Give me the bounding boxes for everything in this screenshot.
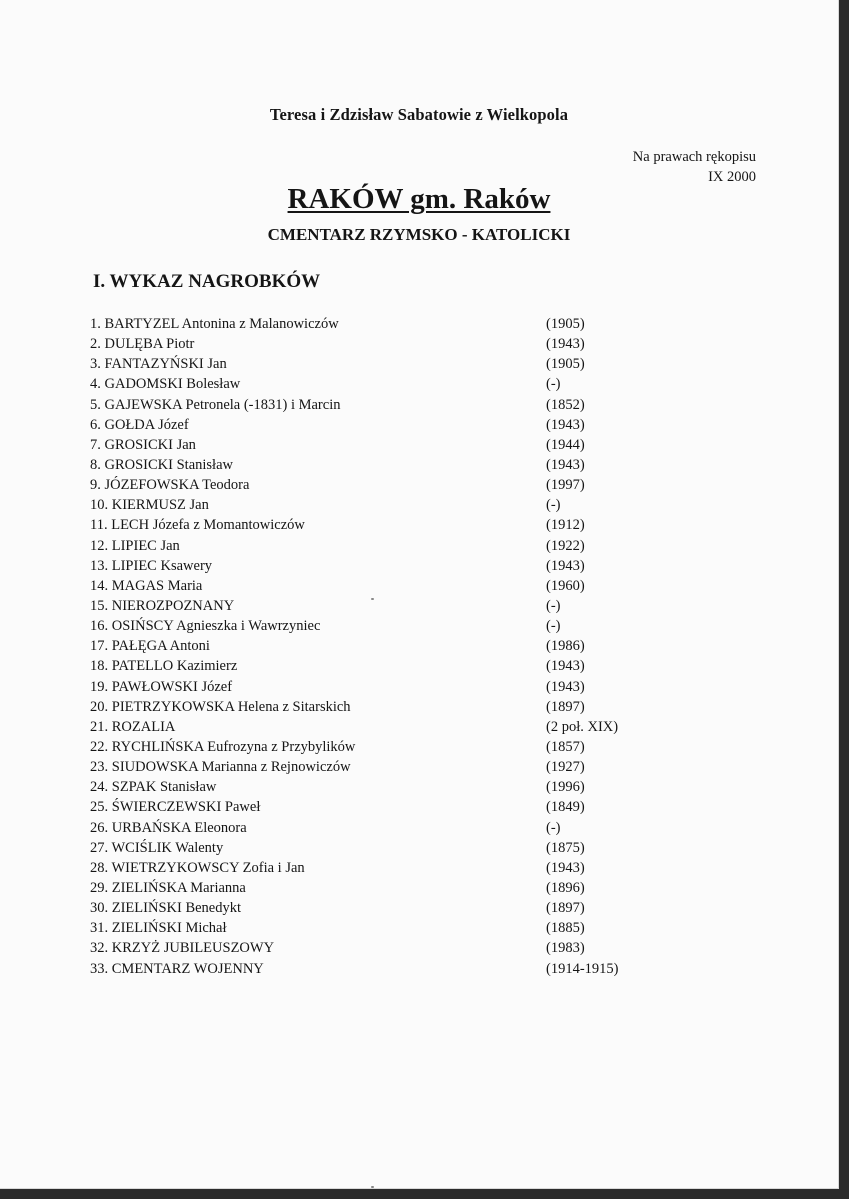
grave-name: 29. ZIELIŃSKA Marianna — [90, 879, 246, 896]
grave-date: (1943) — [546, 859, 585, 876]
list-item — [0, 959, 838, 979]
grave-name: 14. MAGAS Maria — [90, 577, 203, 594]
rights-notice-text: Na prawach rękopisu — [632, 149, 756, 165]
list-item — [0, 777, 838, 797]
grave-name: 2. DULĘBA Piotr — [90, 336, 195, 353]
list-item — [0, 737, 838, 757]
grave-name: 32. KRZYŻ JUBILEUSZOWY — [90, 940, 275, 957]
scan-speck — [371, 1186, 374, 1188]
list-item — [0, 495, 838, 515]
grave-date: (1943) — [546, 557, 585, 574]
grave-name: 4. GADOMSKI Bolesław — [90, 376, 241, 393]
list-item — [0, 918, 838, 938]
grave-name: 8. GROSICKI Stanisław — [90, 456, 233, 473]
list-item — [0, 556, 838, 576]
grave-name: 1. BARTYZEL Antonina z Malanowiczów — [90, 316, 339, 332]
section-heading: I. WYKAZ NAGROBKÓW — [93, 271, 321, 292]
grave-date: (1849) — [546, 799, 585, 816]
list-item — [0, 938, 838, 958]
list-item — [0, 878, 838, 898]
grave-date: (1857) — [546, 738, 585, 755]
grave-list — [0, 314, 838, 979]
list-item — [0, 636, 838, 656]
grave-date: (1943) — [546, 336, 585, 353]
grave-date: (1943) — [546, 678, 585, 695]
grave-date: (1996) — [546, 779, 585, 796]
list-item — [0, 395, 838, 415]
grave-name: 31. ZIELIŃSKI Michał — [90, 920, 227, 937]
grave-name: 15. NIEROZPOZNANY — [90, 597, 235, 614]
list-item — [0, 797, 838, 817]
grave-name: 25. ŚWIERCZEWSKI Paweł — [90, 799, 261, 816]
list-item — [0, 515, 838, 535]
list-item — [0, 415, 838, 435]
grave-name: 22. RYCHLIŃSKA Eufrozyna z Przybylików — [90, 738, 356, 755]
scan-speck — [371, 598, 374, 600]
grave-date: (1944) — [546, 436, 585, 453]
grave-name: 28. WIETRZYKOWSCY Zofia i Jan — [90, 859, 305, 876]
grave-date: (2 poł. XIX) — [546, 718, 619, 735]
list-item — [0, 435, 838, 455]
grave-name: 6. GOŁDA Józef — [90, 416, 189, 433]
list-item — [0, 455, 838, 475]
grave-date: (1914-1915) — [546, 960, 619, 977]
grave-name: 18. PATELLO Kazimierz — [90, 658, 238, 675]
grave-date: (1896) — [546, 879, 585, 896]
grave-name: 17. PAŁĘGA Antoni — [90, 638, 210, 655]
grave-name: 5. GAJEWSKA Petronela (-1831) i Marcin — [90, 396, 341, 413]
grave-date: (-) — [546, 597, 561, 614]
list-item — [0, 677, 838, 697]
grave-name: 10. KIERMUSZ Jan — [90, 497, 209, 514]
list-item — [0, 717, 838, 737]
grave-date: (1852) — [546, 396, 585, 413]
grave-date: (1897) — [546, 900, 585, 917]
rights-notice-date: IX 2000 — [708, 169, 756, 185]
list-item — [0, 818, 838, 838]
grave-name: 23. SIUDOWSKA Marianna z Rejnowiczów — [90, 759, 351, 776]
grave-name: 11. LECH Józefa z Momantowiczów — [90, 517, 305, 534]
list-item — [0, 656, 838, 676]
grave-name: 19. PAWŁOWSKI Józef — [90, 678, 233, 695]
grave-date: (1927) — [546, 759, 585, 776]
grave-date: (-) — [546, 376, 561, 393]
grave-date: (1986) — [546, 638, 585, 655]
list-item — [0, 354, 838, 374]
grave-date: (1983) — [546, 940, 585, 957]
list-item — [0, 898, 838, 918]
list-item — [0, 616, 838, 636]
grave-name: 21. ROZALIA — [90, 718, 176, 735]
grave-date: (1875) — [546, 839, 585, 856]
grave-name: 9. JÓZEFOWSKA Teodora — [90, 477, 250, 494]
document-subtitle: CMENTARZ RZYMSKO - KATOLICKI — [267, 225, 571, 244]
list-item — [0, 858, 838, 878]
list-item — [0, 757, 838, 777]
document-title: RAKÓW gm. Raków — [287, 183, 551, 215]
rights-notice — [633, 147, 756, 187]
grave-name: 26. URBAŃSKA Eleonora — [90, 819, 247, 836]
grave-date: (-) — [546, 497, 561, 514]
grave-name: 33. CMENTARZ WOJENNY — [90, 960, 264, 977]
grave-name: 16. OSIŃSCY Agnieszka i Wawrzyniec — [90, 618, 321, 635]
grave-date: (1885) — [546, 920, 585, 937]
grave-name: 20. PIETRZYKOWSKA Helena z Sitarskich — [90, 698, 351, 715]
grave-date: (1943) — [546, 456, 585, 473]
grave-date: (1943) — [546, 416, 585, 433]
grave-date: (1943) — [546, 658, 585, 675]
grave-name: 24. SZPAK Stanisław — [90, 779, 217, 796]
grave-date: (1922) — [546, 537, 585, 554]
grave-name: 30. ZIELIŃSKI Benedykt — [90, 900, 242, 917]
list-item — [0, 596, 838, 616]
grave-name: 27. WCIŚLIK Walenty — [90, 839, 224, 856]
grave-date: (-) — [546, 819, 561, 836]
list-item — [0, 314, 838, 334]
list-item — [0, 697, 838, 717]
grave-name: 3. FANTAZYŃSKI Jan — [90, 356, 227, 373]
grave-date: (-) — [546, 618, 561, 635]
list-item — [0, 838, 838, 858]
grave-name: 12. LIPIEC Jan — [90, 537, 180, 554]
grave-date: (1905) — [546, 356, 585, 373]
list-item — [0, 536, 838, 556]
grave-date: (1960) — [546, 577, 585, 594]
grave-date: (1905) — [546, 316, 585, 332]
grave-name: 7. GROSICKI Jan — [90, 436, 196, 453]
grave-name: 13. LIPIEC Ksawery — [90, 557, 213, 574]
grave-date: (1997) — [546, 477, 585, 494]
author-line: Teresa i Zdzisław Sabatowie z Wielkopola — [269, 105, 569, 124]
list-item — [0, 374, 838, 394]
list-item — [0, 334, 838, 354]
grave-date: (1897) — [546, 698, 585, 715]
grave-date: (1912) — [546, 517, 585, 534]
list-item — [0, 475, 838, 495]
list-item — [0, 576, 838, 596]
